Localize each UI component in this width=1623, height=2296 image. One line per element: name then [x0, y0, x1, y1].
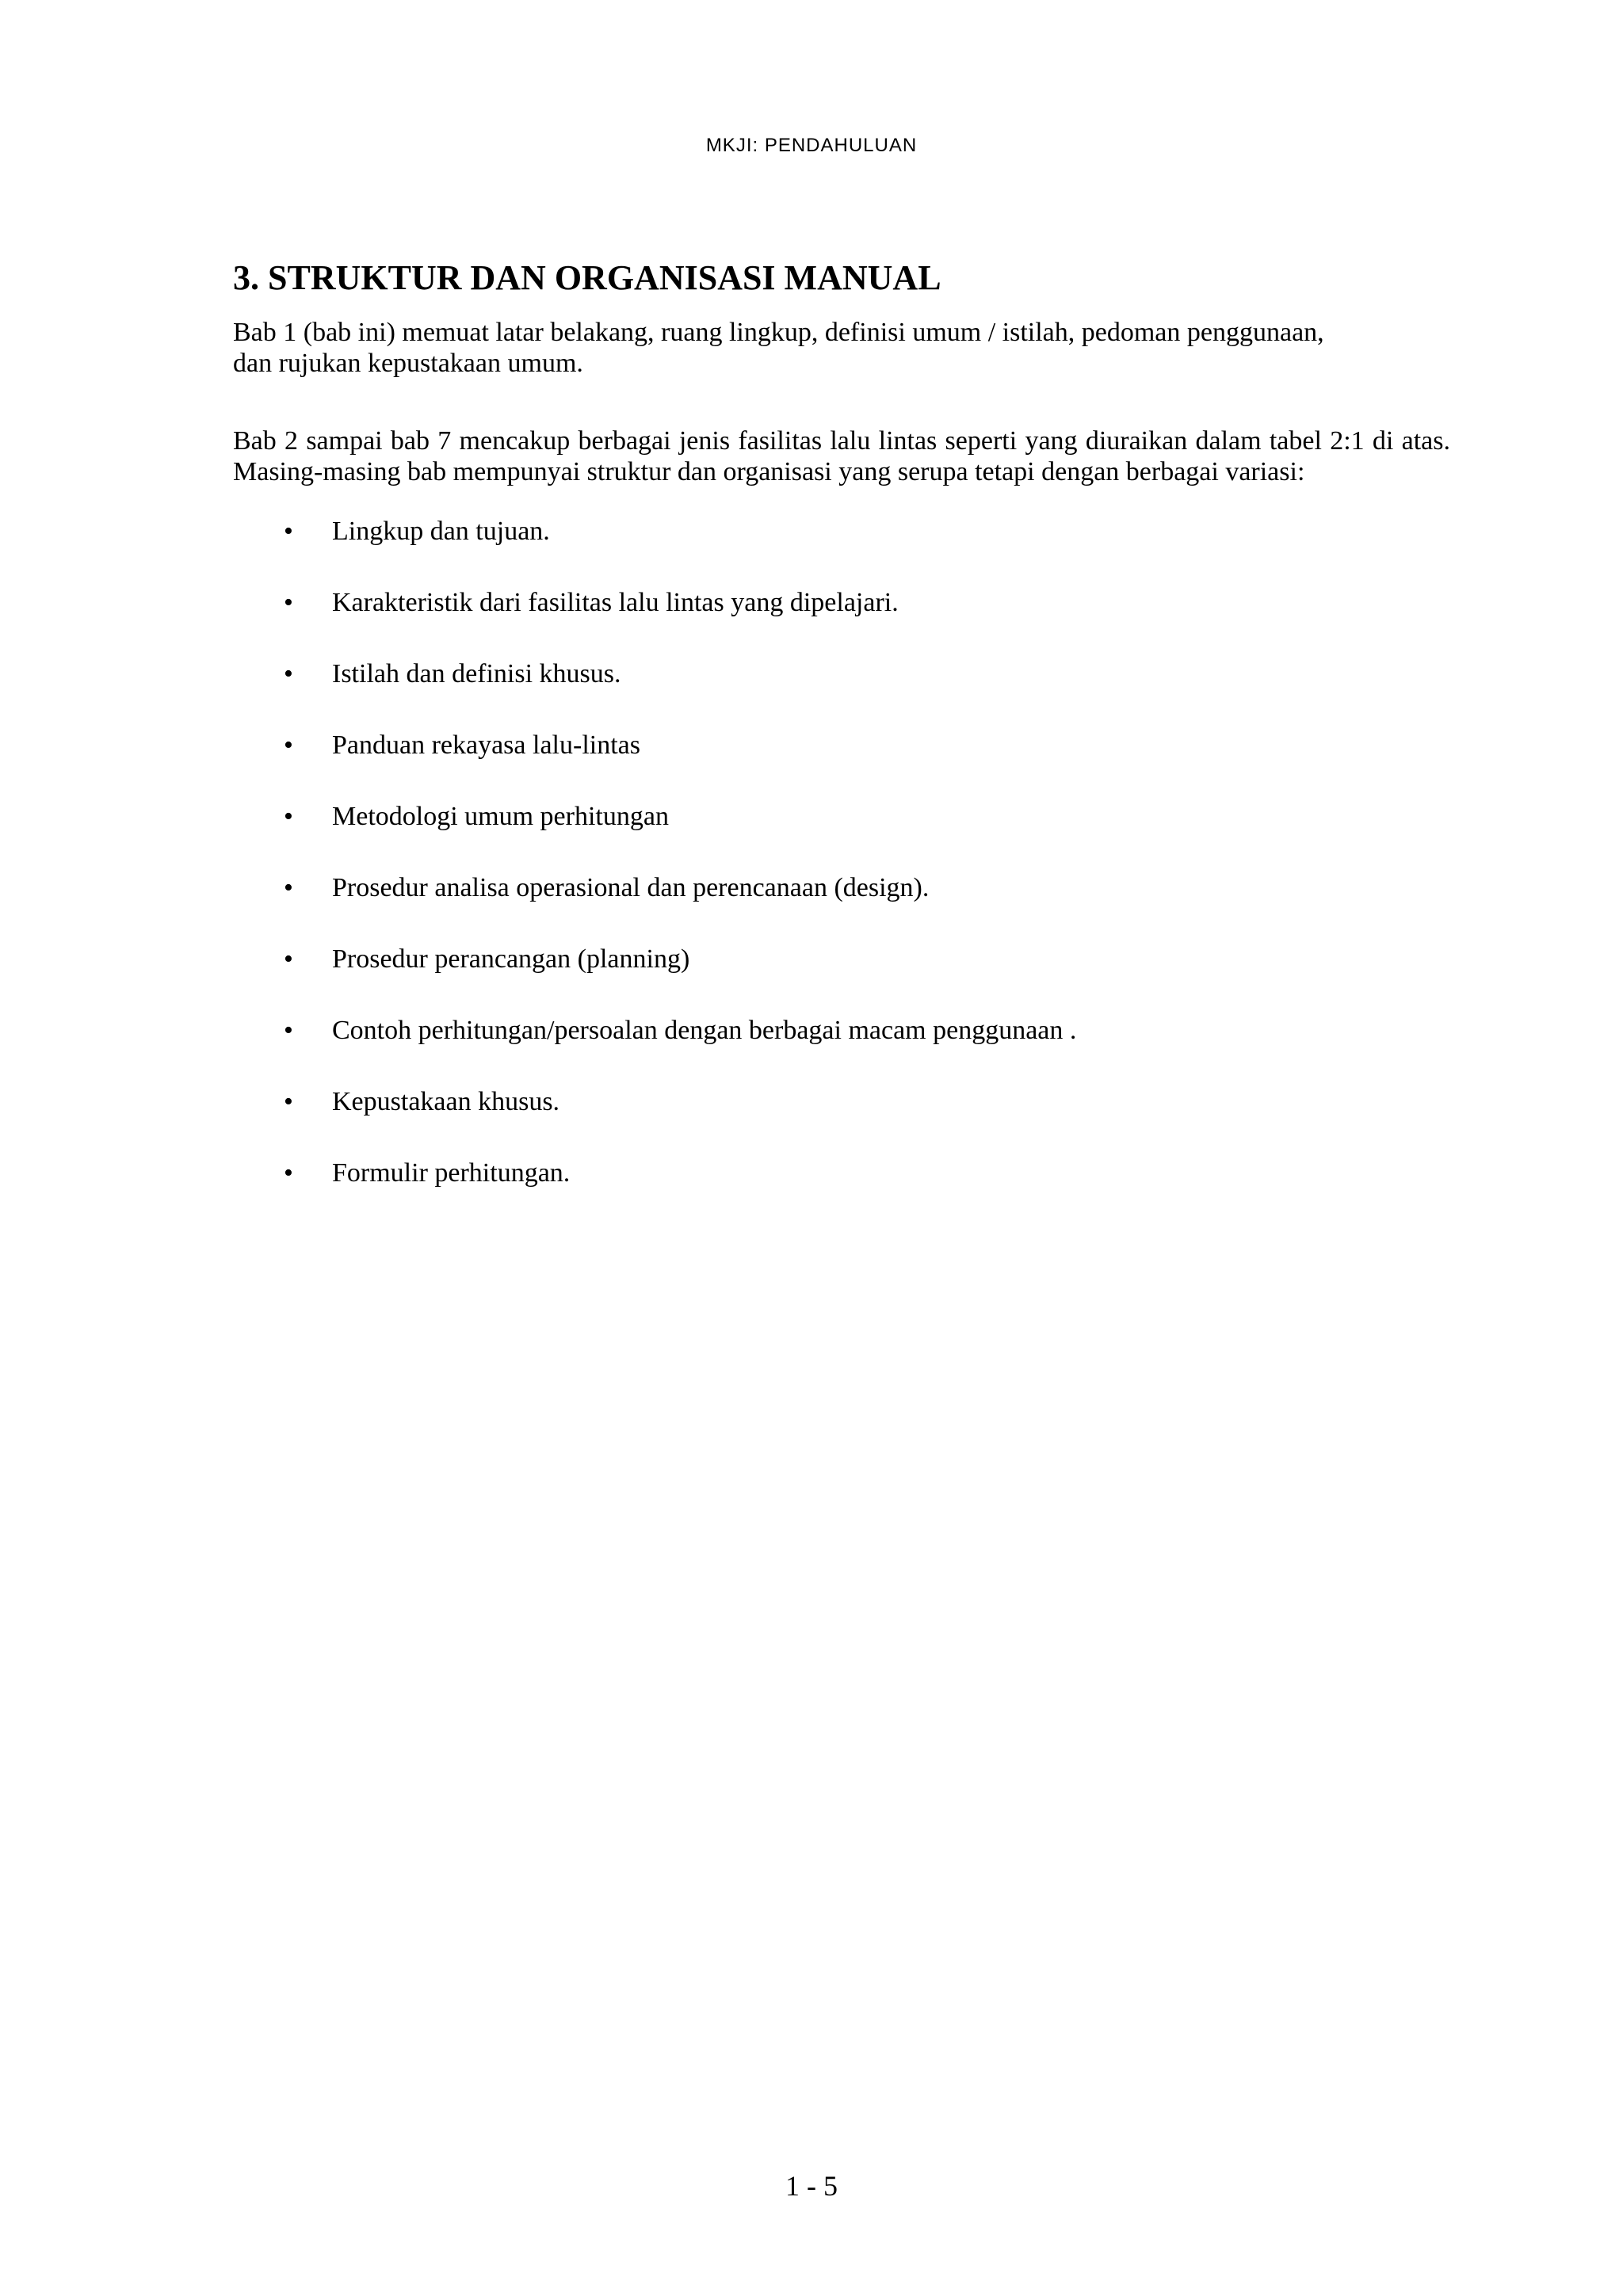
- paragraph-chapters: Bab 2 sampai bab 7 mencakup berbagai jenis fasilitas lalu lintas seperti yang diuraikan dalam tabel 2:1 di atas. Masing-masing bab mempunyai struktur dan organisasi yang serupa tetapi dengan berbagai variasi:: [233, 425, 1450, 487]
- list-item-text: Lingkup dan tujuan.: [332, 516, 550, 546]
- list-item-text: Karakteristik dari fasilitas lalu lintas yang dipelajari.: [332, 587, 899, 617]
- document-body: [233, 257, 1450, 1229]
- list-item: [233, 872, 1450, 904]
- list-item: [233, 730, 1450, 761]
- list-item-text: Prosedur analisa operasional dan perencanaan (design).: [332, 872, 930, 902]
- bullet-icon: •: [284, 730, 293, 760]
- bullet-icon: •: [284, 1158, 293, 1188]
- list-item: [233, 587, 1450, 619]
- section-title: 3. STRUKTUR DAN ORGANISASI MANUAL: [233, 258, 941, 297]
- bullet-icon: •: [284, 516, 293, 546]
- list-item: [233, 944, 1450, 975]
- list-item-text: Panduan rekayasa lalu-lintas: [332, 730, 640, 760]
- list-item-text: Prosedur perancangan (planning): [332, 944, 690, 974]
- list-item: [233, 1015, 1450, 1047]
- bullet-list: [233, 516, 1450, 1189]
- list-item-text: Contoh perhitungan/persoalan dengan berbagai macam penggunaan .: [332, 1015, 1077, 1045]
- bullet-icon: •: [284, 587, 293, 617]
- list-item: [233, 516, 1450, 547]
- bullet-icon: •: [284, 801, 293, 831]
- list-item: [233, 801, 1450, 833]
- list-item: [233, 1158, 1450, 1189]
- bullet-icon: •: [284, 944, 293, 974]
- list-item: [233, 1086, 1450, 1118]
- bullet-icon: •: [284, 658, 293, 688]
- bullet-icon: •: [284, 1086, 293, 1116]
- paragraph-intro: Bab 1 (bab ini) memuat latar belakang, ruang lingkup, definisi umum / istilah, pedoman penggunaan, dan rujukan kepustakaan umum.: [233, 317, 1324, 379]
- list-item: [233, 658, 1450, 690]
- page-number: 1 - 5: [785, 2170, 838, 2202]
- list-item-text: Metodologi umum perhitungan: [332, 801, 669, 831]
- running-header: MKJI: PENDAHULUAN: [705, 135, 918, 156]
- list-item-text: Istilah dan definisi khusus.: [332, 658, 621, 688]
- list-item-text: Formulir perhitungan.: [332, 1158, 571, 1188]
- bullet-icon: •: [284, 1015, 293, 1045]
- bullet-icon: •: [284, 872, 293, 902]
- list-item-text: Kepustakaan khusus.: [332, 1086, 560, 1116]
